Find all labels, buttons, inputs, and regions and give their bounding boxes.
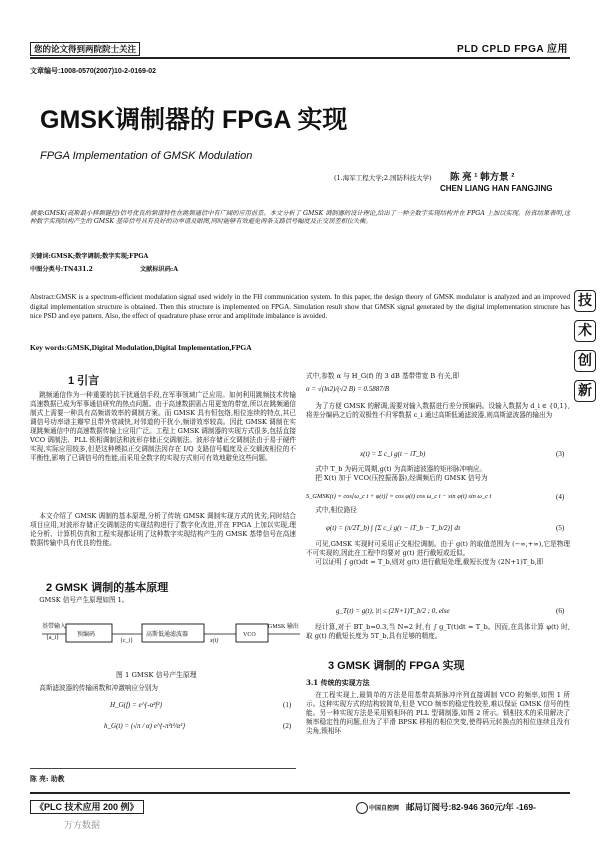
equation-6-number: (6)	[556, 607, 565, 615]
section-1-heading: 1 引言	[68, 375, 100, 387]
right-paragraph-5	[306, 506, 570, 515]
right-text-8: 经计算,对于 BT_b=0.3,当 N=2 时,有 ∫ g_T(t)dt ≈ T_b。因而,在具体计算 φ(t) 时,取 g(t) 的截短长度为 5T_b,具有足够的精度。	[306, 623, 570, 641]
right-text-1: 式中,参数 α 与 H_G(f) 的 3 dB 基带带宽 B 有关,即	[306, 372, 460, 380]
diagram-vco-label: VCO	[243, 632, 256, 638]
equation-3-number: (3)	[556, 450, 565, 458]
footer-right: 邮局订阅号:82-946 360元/年 -169-	[406, 802, 536, 812]
diagram-input-label: 基带输入	[42, 624, 67, 630]
right-paragraph-2	[306, 402, 570, 420]
right-text-4: 把 X(t) 加于 VCO(压控振荡器),经调频后的 GMSK 信号为	[315, 474, 488, 483]
section-3-heading: 3 GMSK 调制的 FPGA 实现	[328, 660, 465, 672]
equation-4: S_GMSK(t) = cos[ω_c t + φ(t)] = cos φ(t) cos ω_c t − sin φ(t) sin ω_c t	[306, 493, 492, 500]
footer-logo-icon	[356, 802, 368, 814]
footer-rule	[30, 792, 570, 794]
diagram-x-symbol: x(t)	[210, 638, 219, 644]
side-badge-4: 新	[574, 380, 596, 402]
paper-title-en: FPGA Implementation of GMSK Modulation	[40, 150, 253, 162]
diagram-mid-symbol: {c_i}	[120, 638, 134, 644]
figure-1-block-diagram	[40, 608, 302, 666]
footer-logo-text: 中国自控网	[369, 806, 400, 812]
document-code: 文献标识码:A	[140, 266, 179, 273]
keywords-en: Key words:GMSK,Digital Modulation,Digital Implementation,FPGA	[30, 343, 252, 352]
journal-header-left: 您的论文得到两院院士关注	[30, 42, 140, 56]
diagram-precoder-label: 预编码	[77, 632, 96, 638]
section-3-1-text: 在工程实现上,最简单的方法是用基带高斯脉冲序列直接调制 VCO 的频率,如图 1 所示。这种实现方式的结构较简单,但是 VCO 频率的稳定性较差,难以保证 GMSK 信号的性能。另一种实现方法是采用锁相环的 PLL 型调制器,如图 2 所示。锁相技术的采用解决了频率稳定性的问题,但为了平滑 BPSK 移相的相位突变,使得码元转换点的相位连续且没有尖角,锁相环	[306, 691, 570, 736]
footer-left: 《PLC 技术应用 200 例》	[30, 800, 144, 814]
intro-paragraph-2	[30, 512, 296, 548]
side-badge-3: 创	[574, 350, 596, 372]
equation-2: h_G(t) = (√π / α) e^{-π²t²/α²}	[104, 722, 186, 730]
diagram-output-label: GMSK 输出	[268, 624, 299, 630]
right-text-7: 可以证明 ∫ g(t)dt = T_b,则对 g(t) 进行截短处理,截短长度为 (2N+1)T_b,即	[315, 558, 544, 567]
intro-text-2: 本文介绍了 GMSK 调制的基本原理,分析了传统 GMSK 调制实现方式的优劣,同时结合项目应用,对波形存储正交调制法的实现结构进行了数字化改进,并在 FPGA 上加以实现,理论分析、计算机仿真和工程实现都证明了这种数字实现结构产生的 GMSK 基带信号在高速数据传输中具有优良的性能。	[30, 512, 296, 548]
section-2-text: GMSK 信号产生原理如图 1。	[39, 596, 129, 604]
equation-4-number: (4)	[556, 493, 565, 501]
equation-5: φ(t) = (π/2T_b) ∫ [Σ c_i g(τ − iT_b − T_b/2)] dτ	[326, 524, 461, 532]
right-text-6: 可见,GMSK 实现时可采用正交相位调制。由于 g(t) 的取值范围为 (−∞,+∞),它是物理不可实现的,因此在工程中均要对 g(t) 进行截短或近似。	[306, 540, 570, 558]
equation-alpha: α = √(ln2)/(√2 B) = 0.5887/B	[306, 385, 390, 393]
journal-header-right: PLD CPLD FPGA 应用	[457, 44, 568, 55]
section-2-text-2: 高斯滤波器的传输函数和冲激响应分别为	[39, 684, 158, 692]
diagram-gaussian-filter-label: 高斯低通滤波器	[146, 632, 189, 638]
classification-number: 中图分类号:TN431.2	[30, 266, 93, 273]
article-number: 文章编号:1008-0570(2007)10-2-0169-02	[30, 68, 157, 75]
equation-5-number: (5)	[556, 524, 565, 532]
right-text-5: 式中,相位路径	[315, 506, 357, 514]
footer-watermark: 万方数据	[64, 821, 101, 831]
section-3-1-heading: 3.1 传统的实现方法	[306, 678, 370, 687]
right-paragraph-6	[306, 540, 570, 567]
right-text-2: 为了方便 GMSK 的解调,需要对输入数据进行差分预编码。设输入数据为 d_i ∈ {0,1},将差分编码之后的双极性不归零数据 c_i 通过高斯低通滤波器,则高斯滤波器的输出为	[306, 402, 570, 420]
footnote-rule	[30, 768, 296, 769]
equation-6: g_T(t) = g(t), |t| ≤ (2N+1)T_b/2 ; 0, else	[336, 607, 450, 615]
abstract-cn: 摘要:GMSK(高斯最小移频键控)信号优良的频谱特性在跳频通信中有广阔的应用前景。本文分析了 GMSK 调制器的设计理论,给出了一种全数字实现结构并在 FPGA 上加以实现。仿真结果表明,这种数字实现结构产生的 GMSK 基带信号具有良好的功率谱及眼图,同时能够有效避免两条支路信号幅度及正交误差相位失衡。	[30, 210, 570, 226]
abstract-en: Abstract:GMSK is a spectrum-efficient modulation signal used widely in the FH communication system. In this paper, the design theory of GMSK modulator is analyzed and an improved digital implementation structure is obtained. Then this structure is implemented on FPGA. Simulation result show that GMSK signal generated by the digital implementation structure has nice PSD and eye pattern. Also, the effect of quadrature phase error and amplitude imbalance is avoided.	[30, 293, 570, 321]
right-paragraph-1	[306, 372, 570, 381]
equation-1: H_G(f) = e^{-α²f²}	[110, 701, 163, 709]
right-paragraph-3	[306, 465, 570, 483]
keywords-cn: 关键词:GMSK;数字调制;数字实现;FPGA	[30, 253, 149, 260]
section-3-1-paragraph	[306, 691, 570, 736]
authors-en: CHEN LIANG HAN FANGJING	[440, 184, 553, 193]
side-badge-1: 技	[574, 290, 596, 312]
author-note: 陈 亮: 助教	[30, 775, 65, 783]
intro-paragraph-1	[30, 391, 296, 463]
equation-2-number: (2)	[283, 722, 292, 730]
right-paragraph-8	[306, 623, 570, 641]
right-text-3: 式中 T_b 为码元周期,g(t) 为高斯滤波器的矩形脉冲响应。	[315, 465, 487, 473]
equation-1-number: (1)	[283, 701, 292, 709]
figure-1-caption: 图 1 GMSK 信号产生原理	[116, 671, 197, 679]
author-affiliation: (1.海军工程大学;2.国防科技大学)	[334, 174, 432, 182]
equation-3: x(t) = Σ c_i g(t − iT_b)	[360, 450, 426, 458]
side-badge-2: 术	[574, 320, 596, 342]
authors-cn: 陈 亮 ¹ 韩方景 ²	[450, 172, 515, 183]
intro-text-1: 跳频通信作为一种重要的抗干扰通信手段,在军事领域广泛应用。如何利用跳频技术传输高速数据已成为军事通信研究的热点问题。由于高速数据需占用更宽的带宽,所以在跳频通信制式上需要一种具有高频谱效率的调制方案。而 GMSK 具有恒包络,相位连续的特点,其已调信号功率谱主瓣窄且带外衰减快,对邻道的干扰小,频谱效率较高。因此 GMSK 调制在实现跳频通信中的高速数据传输上应用广泛。工程上 GMSK 调制器的实现方式很多,包括直接 VCO 调制法、PLL 锁相调制法和波形存储正交调制法。波形存储正交调制法由于易于硬件实现,实际应用较多,但是这种模拟正交调制法因存在 I/Q 支路信号幅度及正交载波相位的不平衡性,影响了已调信号的性能,而采用全数字的实现方式则可有效地避免这些问题。	[30, 391, 296, 463]
paper-title: GMSK调制器的 FPGA 实现	[40, 106, 348, 134]
section-2-heading: 2 GMSK 调制的基本原理	[46, 582, 169, 594]
diagram-input-symbol: {a_i}	[46, 635, 60, 641]
section-2-intro	[30, 596, 296, 605]
header-rule	[30, 57, 570, 59]
section-2-paragraph-2	[30, 684, 296, 693]
